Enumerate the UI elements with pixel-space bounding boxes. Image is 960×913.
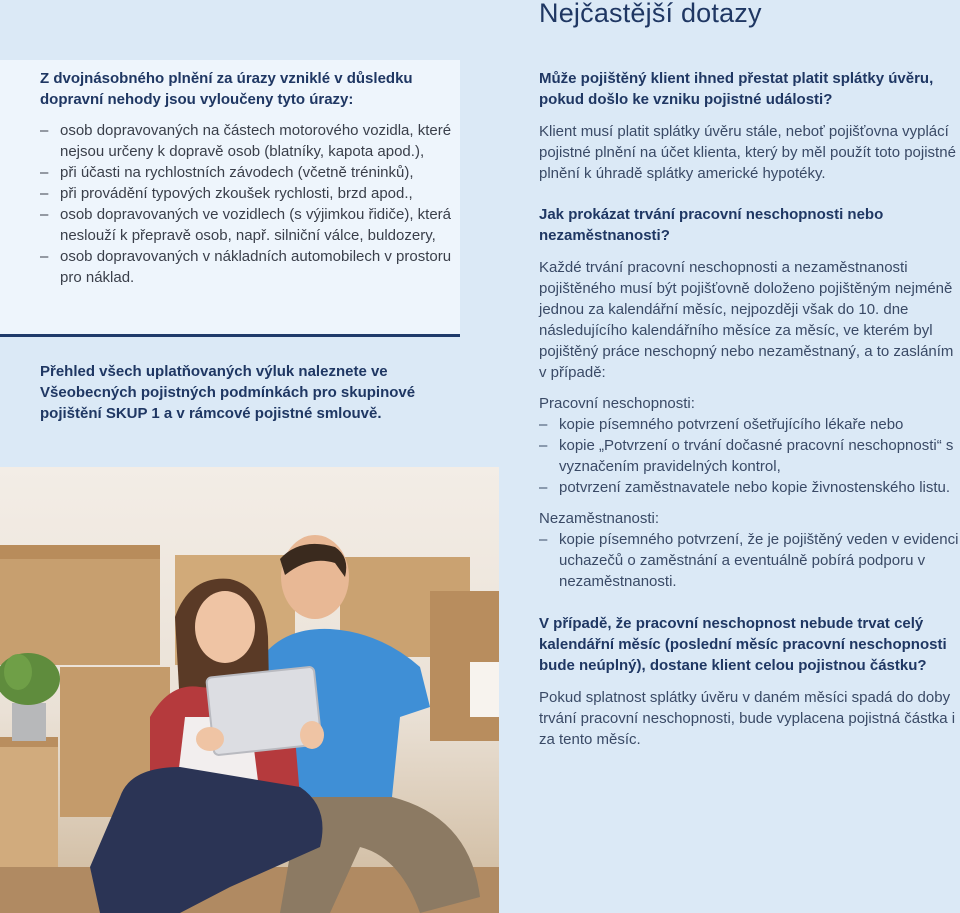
exclusions-heading: Z dvojnásobného plnění za úrazy vzniklé v důsledku dopravní nehody jsou vyloučeny tyto úrazy: — [40, 70, 413, 108]
unemployment-label: Nezaměstnanosti: — [539, 510, 660, 527]
page-title: Nejčastější dotazy — [539, 0, 762, 28]
work-incapacity-list — [539, 414, 959, 498]
list-item: – kopie „Potvrzení o trvání dočasné pracovní neschopnosti“ s vyznačením pravidelných kontrol, — [539, 437, 954, 475]
list-item: – potvrzení zaměstnavatele nebo kopie živnostenského listu. — [539, 479, 951, 496]
faq-question: Může pojištěný klient ihned přestat platit splátky úvěru, pokud došlo ke vzniku pojistné události? — [539, 70, 934, 108]
exclusions-list — [40, 120, 460, 288]
list-item: – osob dopravovaných na částech motorového vozidla, které nejsou určeny k dopravě osob (blatníky, kapota apod.), — [40, 122, 452, 160]
work-incapacity-label: Pracovní neschopnosti: — [539, 395, 695, 412]
exclusions-overview-note: Přehled všech uplatňovaných výluk naleznete ve Všeobecných pojistných podmínkách pro skupinové pojištění SKUP 1 a v rámcové pojistné smlouvě. — [40, 363, 416, 422]
list-item: – kopie písemného potvrzení ošetřujícího lékaře nebo — [539, 416, 904, 433]
list-item: – kopie písemného potvrzení, že je pojištěný veden v evidenci uchazečů o zaměstnání a eventuálně pobírá podporu v nezaměstnanosti. — [539, 531, 959, 590]
list-item: – při provádění typových zkoušek rychlosti, brzd apod., — [40, 185, 413, 202]
couple-with-tablet-photo — [0, 467, 499, 913]
faq-question: V případě, že pracovní neschopnost nebude trvat celý kalendářní měsíc (poslední měsíc pracovní neschopnosti bude neúplný), dostane klient celou pojistnou částku? — [539, 615, 947, 674]
list-item: – při účasti na rychlostních závodech (včetně tréninků), — [40, 164, 414, 181]
faq-answer: Každé trvání pracovní neschopnosti a nezaměstnanosti pojištěného musí být pojišťovně doloženo pojištěným nejméně jednou za kalendářní měsíc, nejpozději však do 10. dne následujícího kalendářního měsíce za měsíc, ve kterém byl pojištěný práce neschopný nebo nezaměstnaný, a to zasláním v případě: — [539, 259, 954, 381]
faq-column — [539, 68, 959, 750]
faq-answer: Pokud splatnost splátky úvěru v daném měsíci spadá do doby trvání pracovní neschopnosti, bude vyplacena pojistná částka i za tento měsíc. — [539, 689, 956, 748]
list-item: – osob dopravovaných v nákladních automobilech v prostoru pro náklad. — [40, 248, 452, 286]
faq-question: Jak prokázat trvání pracovní neschopnosti nebo nezaměstnanosti? — [539, 206, 884, 244]
list-item: – osob dopravovaných ve vozidlech (s výjimkou řidiče), která neslouží k přepravě osob, např. silniční válce, buldozery, — [40, 206, 452, 244]
unemployment-list — [539, 529, 959, 592]
faq-answer: Klient musí platit splátky úvěru stále, neboť pojišťovna vyplácí pojistné plnění na účet klienta, který by měl použít toto pojistné plnění k úhradě splátky americké hypotéky. — [539, 123, 956, 182]
